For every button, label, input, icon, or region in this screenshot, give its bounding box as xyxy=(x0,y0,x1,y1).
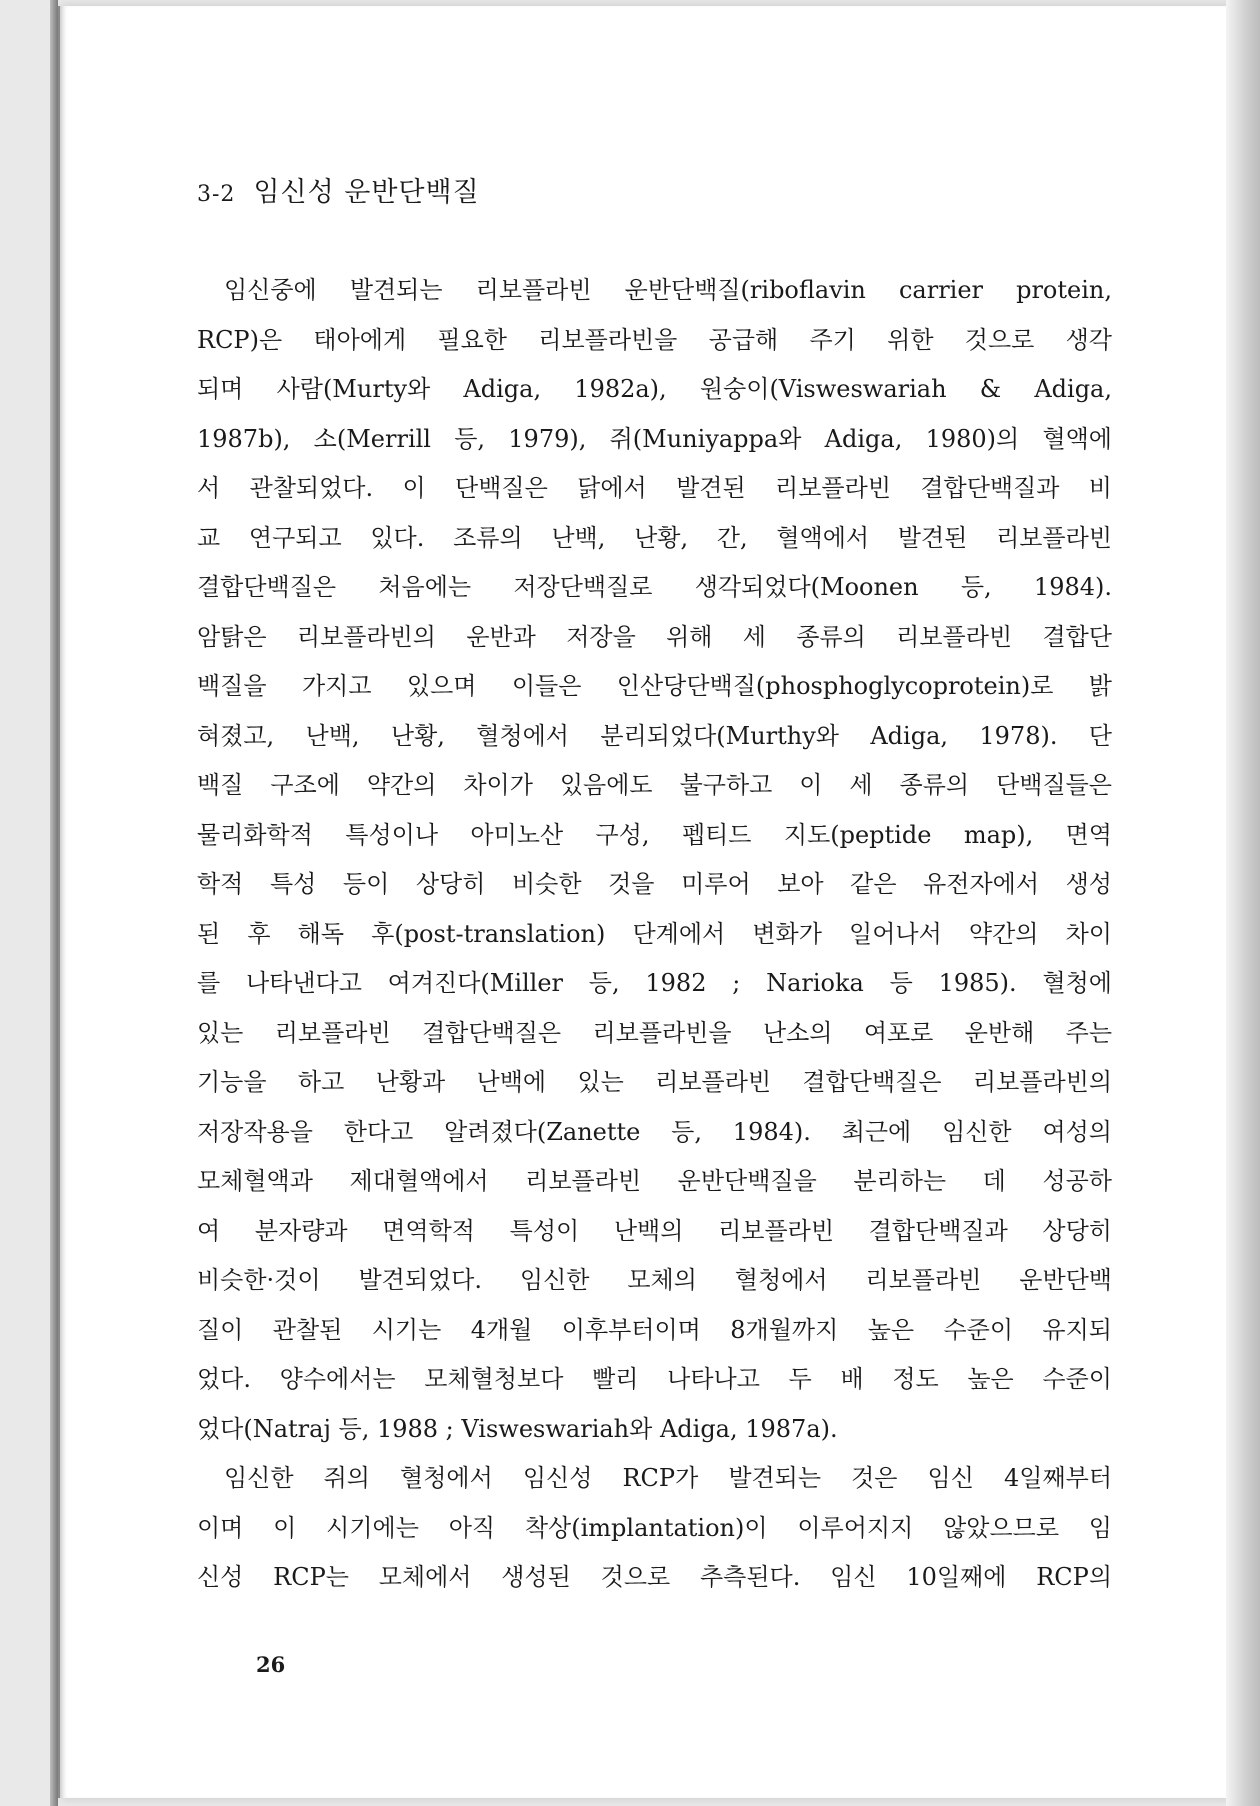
text-line: 1987b), 소(Merrill 등, 1979), 쥐(Muniyappa와 Adiga, 1980)의 혈액에 xyxy=(197,424,1112,453)
text-line: RCP)은 태아에게 필요한 리보플라빈을 공급해 주기 위한 것으로 생각 xyxy=(197,325,1112,354)
text-line: 백질 구조에 약간의 차이가 있음에도 불구하고 이 세 종류의 단백질들은 xyxy=(197,771,1112,799)
text-line: 었다(Natraj 등, 1988 ; Visweswariah와 Adiga, 1987a). xyxy=(197,1414,838,1443)
text-line: 물리화학적 특성이나 아미노산 구성, 펩티드 지도(peptide map), 면역 xyxy=(197,820,1112,849)
text-line: 있는 리보플라빈 결합단백질은 리보플라빈을 난소의 여포로 운반해 주는 xyxy=(197,1018,1112,1047)
text-line: 비슷한·것이 발견되었다. 임신한 모체의 혈청에서 리보플라빈 운반단백 xyxy=(197,1266,1112,1294)
section-number: 3-2 xyxy=(197,182,236,207)
text-line: 학적 특성 등이 상당히 비슷한 것을 미루어 보아 같은 유전자에서 생성 xyxy=(197,870,1112,898)
text-line: 었다. 양수에서는 모체혈청보다 빨리 나타나고 두 배 정도 높은 수준이 xyxy=(197,1365,1112,1393)
section-heading xyxy=(197,170,480,209)
text-line: 를 나타낸다고 여겨진다(Miller 등, 1982 ; Narioka 등 1985). 혈청에 xyxy=(197,969,1112,997)
text-line: 암탉은 리보플라빈의 운반과 저장을 위해 세 종류의 리보플라빈 결합단 xyxy=(197,622,1112,651)
text-line: 이며 이 시기에는 아직 착상(implantation)이 이루어지지 않았으므로 임 xyxy=(197,1513,1112,1542)
text-line: 여 분자량과 면역학적 특성이 난백의 리보플라빈 결합단백질과 상당히 xyxy=(197,1216,1112,1245)
text-line: 백질을 가지고 있으며 이들은 인산당단백질(phosphoglycoprotein)로 밝 xyxy=(197,672,1112,700)
text-line: 질이 관찰된 시기는 4개월 이후부터이며 8개월까지 높은 수준이 유지되 xyxy=(197,1315,1112,1344)
text-line: 혀졌고, 난백, 난황, 혈청에서 분리되었다(Murthy와 Adiga, 1978). 단 xyxy=(197,721,1112,750)
text-line: 신성 RCP는 모체에서 생성된 것으로 추측된다. 임신 10일째에 RCP의 xyxy=(197,1563,1112,1591)
text-line: 임신중에 발견되는 리보플라빈 운반단백질(riboflavin carrier protein, xyxy=(224,276,1112,304)
paragraph-1 xyxy=(197,266,1112,1454)
book-spine-edge xyxy=(50,0,58,1806)
text-line: 서 관찰되었다. 이 단백질은 닭에서 발견된 리보플라빈 결합단백질과 비 xyxy=(197,474,1112,502)
text-line: 저장작용을 한다고 알려졌다(Zanette 등, 1984). 최근에 임신한 여성의 xyxy=(197,1117,1112,1146)
text-line: 된 후 해독 후(post-translation) 단계에서 변화가 일어나서 약간의 차이 xyxy=(197,919,1112,948)
text-line: 결합단백질은 처음에는 저장단백질로 생각되었다(Moonen 등, 1984). xyxy=(197,573,1112,601)
paragraph-2 xyxy=(197,1454,1112,1603)
text-line: 되며 사람(Murty와 Adiga, 1982a), 원숭이(Visweswariah & Adiga, xyxy=(197,375,1112,403)
text-line: 기능을 하고 난황과 난백에 있는 리보플라빈 결합단백질은 리보플라빈의 xyxy=(197,1068,1112,1096)
page-curl-edge xyxy=(1226,0,1260,1806)
text-line: 모체혈액과 제대혈액에서 리보플라빈 운반단백질을 분리하는 데 성공하 xyxy=(197,1167,1112,1195)
body-text xyxy=(197,266,1112,1603)
section-title: 임신성 운반단백질 xyxy=(253,177,480,208)
text-line: 임신한 쥐의 혈청에서 임신성 RCP가 발견되는 것은 임신 4일째부터 xyxy=(224,1464,1112,1492)
page-number: 26 xyxy=(256,1652,286,1677)
text-line: 교 연구되고 있다. 조류의 난백, 난황, 간, 혈액에서 발견된 리보플라빈 xyxy=(197,523,1112,552)
